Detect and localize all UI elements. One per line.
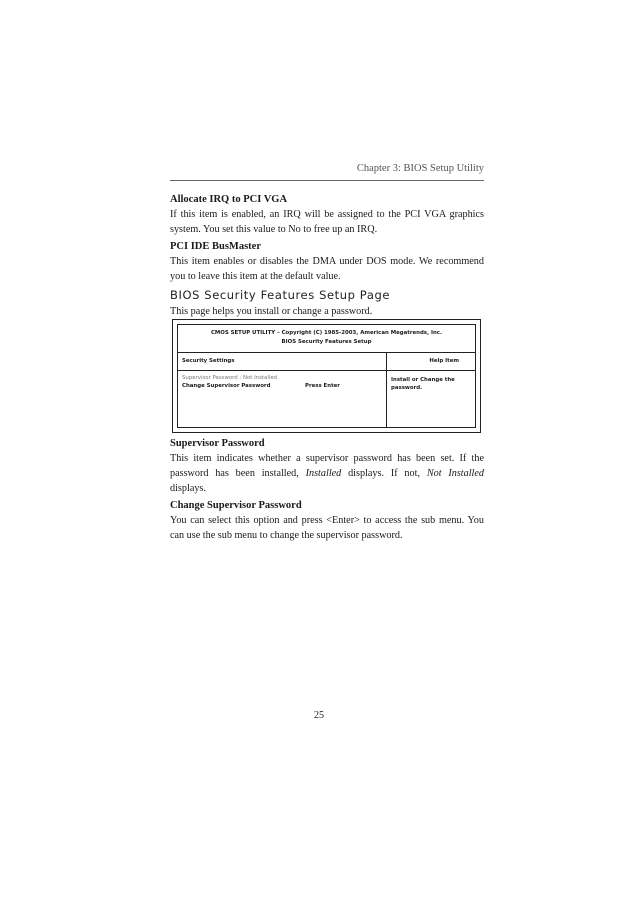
- bottom-sections: [170, 436, 484, 543]
- heading-allocate-irq: Allocate IRQ to PCI VGA: [170, 194, 288, 205]
- body-sup-part2: displays. If not,: [341, 468, 427, 479]
- bios-screen: [172, 319, 481, 433]
- body-allocate-irq: If this item is enabled, an IRQ will be assigned to the PCI VGA graphics system. You set this value to No to free up an IRQ.: [170, 209, 484, 235]
- body-change-supervisor: You can select this option and press <Enter> to access the sub menu. You can use the sub menu to change the supervisor password.: [170, 515, 484, 541]
- heading-pci-ide: PCI IDE BusMaster: [170, 241, 261, 252]
- bios-section-label: Security Settings: [182, 358, 235, 364]
- body-sup-installed: Installed: [305, 468, 342, 479]
- bios-title-line1: CMOS SETUP UTILITY – Copyright (C) 1985-2003, American Megatrends, Inc.: [210, 330, 443, 336]
- section-intro-security: This page helps you install or change a password.: [170, 306, 373, 317]
- bios-title-line2: BIOS Security Features Setup: [281, 339, 372, 345]
- bios-help-label: Help Item: [429, 358, 459, 364]
- body-sup-part1: This item indicates whether a supervisor password has been set. If the password has been installed,: [170, 453, 484, 479]
- section-title-security: BIOS Security Features Setup Page: [170, 288, 391, 302]
- page-number: 25: [314, 710, 324, 721]
- bios-divider: [386, 352, 387, 427]
- body-sup-part3: displays.: [170, 483, 206, 494]
- bios-press-enter[interactable]: Press Enter: [305, 383, 340, 389]
- chapter-header: Chapter 3: BIOS Setup Utility: [356, 163, 484, 174]
- heading-change-supervisor: Change Supervisor Password: [170, 500, 302, 511]
- header-rule: [170, 180, 484, 181]
- bios-help-text: Install or Change the password.: [391, 377, 455, 391]
- bios-screen-inner: [177, 324, 476, 428]
- top-sections: [170, 192, 484, 319]
- heading-supervisor-password: Supervisor Password: [170, 438, 265, 449]
- body-supervisor-password: [170, 451, 484, 496]
- bios-password-status: Supervisor Password : Not Installed: [182, 375, 278, 381]
- bios-title: [178, 329, 475, 347]
- bios-header-row: [178, 352, 475, 371]
- body-sup-not-installed: Not Installed: [426, 468, 484, 479]
- bios-change-password-item[interactable]: Change Supervisor Password: [182, 383, 271, 389]
- body-pci-ide: This item enables or disables the DMA under DOS mode. We recommend you to leave this item at the default value.: [170, 256, 484, 282]
